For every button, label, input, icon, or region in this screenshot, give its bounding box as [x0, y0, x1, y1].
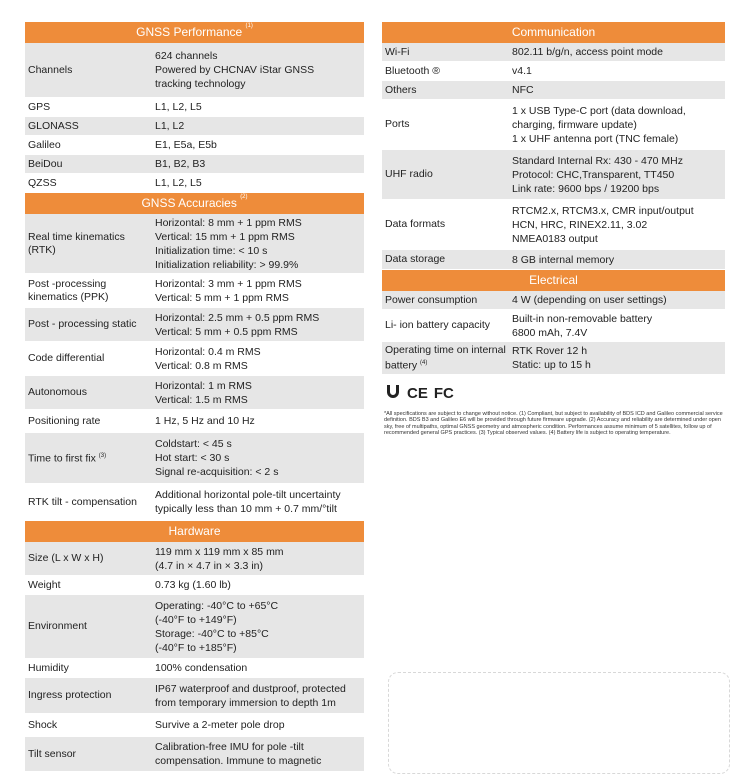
- ukca-mark-icon: [385, 383, 401, 404]
- spec-value-line: Vertical: 5 mm + 0.5 ppm RMS: [155, 325, 298, 338]
- spec-value: [512, 311, 725, 341]
- spec-row-power-consumption: [382, 291, 725, 310]
- spec-label: [25, 620, 155, 633]
- spec-value: [155, 378, 364, 408]
- communication-section-header: [382, 22, 725, 43]
- spec-value-line: charging, firmware update): [512, 118, 637, 131]
- spec-label-text: GPS: [28, 100, 51, 113]
- spec-value-line: (-40°F to +185°F): [155, 641, 237, 654]
- spec-value: [512, 292, 725, 308]
- spec-value-line: 624 channels: [155, 50, 218, 62]
- spec-label-text: Channels: [28, 63, 73, 76]
- spec-value-line: Vertical: 1.5 m RMS: [155, 393, 248, 406]
- spec-row-wi-fi: [382, 43, 725, 62]
- spec-label: [382, 168, 512, 181]
- spec-row-operating-time-on-internal-battery: [382, 342, 725, 375]
- spec-value: [155, 739, 364, 769]
- spec-value: [155, 99, 364, 115]
- spec-label: [382, 319, 512, 332]
- spec-row-weight: [25, 576, 364, 595]
- spec-label-text: Power consumption: [385, 293, 478, 306]
- spec-label-text: Weight: [28, 578, 61, 591]
- spec-value: [512, 44, 725, 60]
- spec-value-line: Survive a 2-meter pole drop: [155, 719, 285, 731]
- spec-value: [512, 153, 725, 197]
- spec-value-line: 119 mm x 119 mm x 85 mm: [155, 545, 284, 558]
- spec-row-autonomous: [25, 376, 364, 410]
- spec-value-line: from temporary immersion to depth 1m: [155, 696, 336, 709]
- spec-row-uhf-radio: [382, 150, 725, 200]
- spec-label-text: Ports: [385, 118, 410, 130]
- spec-label-text: Environment: [28, 620, 87, 632]
- spec-label: [25, 278, 155, 304]
- spec-value-line: Storage: -40°C to +85°C: [155, 627, 269, 640]
- spec-value: [155, 660, 364, 676]
- spec-label-text: Ingress protection: [28, 689, 112, 701]
- spec-value-line: Powered by CHCNAV iStar GNSS: [155, 64, 315, 76]
- spec-label: [382, 65, 512, 78]
- spec-label: [25, 748, 155, 761]
- spec-value-line: Horizontal: 1 m RMS: [155, 379, 252, 392]
- spec-value-line: IP67 waterproof and dustproof, protected: [155, 682, 346, 695]
- spec-label: [382, 253, 512, 266]
- section-title: Electrical: [529, 273, 578, 287]
- spec-label-text: Shock: [28, 718, 58, 731]
- spec-row-post-processing-static: [25, 308, 364, 342]
- spec-value: [155, 48, 364, 92]
- spec-label-text: BeiDou: [28, 157, 63, 170]
- spec-value-line: Built-in non-removable battery: [512, 312, 653, 325]
- electrical-section-header: [382, 270, 725, 291]
- spec-value-line: HCN, HRC, RINEX2.11, 3.02: [512, 218, 648, 231]
- spec-row-gps: [25, 98, 364, 117]
- spec-value-line: 6800 mAh, 7.4V: [512, 326, 588, 339]
- spec-label: [25, 139, 155, 152]
- spec-label-text: Bluetooth ®: [385, 64, 441, 77]
- spec-row-environment: [25, 595, 364, 659]
- spec-label-text: Autonomous: [28, 386, 87, 398]
- spec-value-line: Initialization time: < 10 s: [155, 244, 268, 257]
- section-title: GNSS Performance: [136, 25, 243, 39]
- spec-label: [382, 294, 512, 307]
- spec-label: [25, 552, 155, 565]
- spec-label: [25, 158, 155, 171]
- spec-value-line: Horizontal: 0.4 m RMS: [155, 345, 261, 358]
- spec-label-text: Li- ion battery capacity: [385, 319, 491, 331]
- spec-value: [155, 413, 364, 429]
- right-spec-column: [382, 22, 725, 437]
- spec-label-text: RTK tilt - compensation: [28, 495, 137, 508]
- spec-value-line: L1, L2: [155, 120, 185, 132]
- spec-value-line: Vertical: 15 mm + 1 ppm RMS: [155, 230, 295, 243]
- spec-label-text: Size (L x W x H): [28, 552, 104, 564]
- spec-label-text: Humidity: [28, 661, 69, 674]
- spec-label: [382, 344, 512, 373]
- spec-value: [512, 203, 725, 247]
- spec-value: [512, 103, 725, 147]
- spec-value-line: B1, B2, B3: [155, 158, 206, 170]
- spec-value-line: Standard Internal Rx: 430 - 470 MHz: [512, 154, 684, 167]
- spec-value: [155, 156, 364, 172]
- spec-row-humidity: [25, 659, 364, 678]
- spec-value-line: NMEA0183 output: [512, 232, 598, 245]
- spec-label: [25, 496, 155, 509]
- spec-value-line: Signal re-acquisition: < 2 s: [155, 466, 279, 478]
- spec-value-line: 1 x UHF antenna port (TNC female): [512, 132, 679, 145]
- spec-label-text: Wi-Fi: [385, 45, 410, 58]
- spec-value-line: Link rate: 9600 bps / 19200 bps: [512, 182, 660, 195]
- spec-value: [155, 137, 364, 153]
- spec-row-galileo: [25, 136, 364, 155]
- spec-label-text: Operating time on internal battery: [385, 343, 506, 372]
- spec-value: [155, 487, 364, 517]
- spec-value-line: (4.7 in × 4.7 in × 3.3 in): [155, 559, 263, 572]
- spec-value: [155, 436, 364, 480]
- section-title: Communication: [511, 25, 596, 39]
- section-note: (2): [240, 194, 248, 200]
- spec-row-beidou: [25, 155, 364, 174]
- spec-value: [155, 344, 364, 374]
- spec-label: [25, 689, 155, 702]
- spec-value: [155, 215, 364, 273]
- spec-value-line: Horizontal: 3 mm + 1 ppm RMS: [155, 277, 302, 290]
- spec-label-text: Code differential: [28, 352, 105, 364]
- spec-label: [25, 579, 155, 592]
- spec-value-line: Operating: -40°C to +65°C: [155, 599, 279, 612]
- spec-label: [382, 118, 512, 131]
- spec-row-glonass: [25, 117, 364, 136]
- spec-label-text: Positioning rate: [28, 414, 101, 427]
- spec-label-text: Others: [385, 83, 417, 96]
- spec-value-line: L1, L2, L5: [155, 101, 202, 113]
- spec-label: [25, 662, 155, 675]
- spec-label-text: Real time kinematics (RTK): [28, 230, 125, 256]
- spec-value: [155, 276, 364, 306]
- spec-row-size-l-x-w-x-h: [25, 542, 364, 576]
- left-spec-column: [25, 22, 364, 772]
- spec-label: [382, 46, 512, 59]
- spec-value: [512, 343, 725, 373]
- spec-value-line: tracking technology: [155, 78, 246, 90]
- spec-row-data-storage: [382, 250, 725, 270]
- spec-value: [155, 717, 364, 733]
- spec-value-line: Additional horizontal pole-tilt uncertainty: [155, 489, 341, 501]
- spec-label-text: Data storage: [385, 253, 446, 265]
- spec-value: [155, 681, 364, 711]
- fc-mark-icon: FC: [433, 384, 454, 402]
- footnote-marker: (4): [420, 359, 428, 366]
- empty-placeholder-box: [388, 672, 730, 774]
- spec-label: [25, 386, 155, 399]
- spec-label: [25, 177, 155, 190]
- section-note: (1): [245, 23, 253, 29]
- spec-label: [25, 318, 155, 331]
- spec-value-line: Protocol: CHC,Transparent, TT450: [512, 168, 675, 181]
- spec-value-line: v4.1: [512, 65, 532, 77]
- spec-value: [512, 252, 725, 268]
- spec-value-line: compensation. Immune to magnetic: [155, 755, 322, 767]
- spec-label-text: UHF radio: [385, 168, 433, 180]
- spec-row-bluetooth: [382, 62, 725, 81]
- spec-row-ingress-protection: [25, 678, 364, 714]
- spec-row-post-processing-kinematics-ppk: [25, 274, 364, 308]
- spec-value-line: Initialization reliability: > 99.9%: [155, 258, 299, 271]
- spec-label-text: Data formats: [385, 218, 446, 230]
- spec-row-qzss: [25, 174, 364, 193]
- spec-value-line: Vertical: 0.8 m RMS: [155, 359, 248, 372]
- spec-row-tilt-sensor: [25, 737, 364, 772]
- spec-value-line: E1, E5a, E5b: [155, 139, 217, 151]
- spec-value-line: Horizontal: 2.5 mm + 0.5 ppm RMS: [155, 311, 320, 324]
- spec-value-line: NFC: [512, 84, 534, 96]
- spec-label: [25, 101, 155, 114]
- spec-label: [25, 719, 155, 732]
- spec-row-channels: [25, 43, 364, 98]
- hardware-section-header: [25, 521, 364, 542]
- spec-value-line: 802.11 b/g/n, access point mode: [512, 46, 663, 58]
- spec-row-ports: [382, 100, 725, 150]
- spec-value-line: Horizontal: 8 mm + 1 ppm RMS: [155, 216, 302, 229]
- spec-value-line: 4 W (depending on user settings): [512, 294, 667, 306]
- footnote-marker: (3): [98, 453, 107, 460]
- spec-label-text: Tilt sensor: [28, 747, 77, 760]
- section-title: Hardware: [168, 524, 221, 538]
- spec-label-text: Post -processing kinematics (PPK): [28, 277, 109, 303]
- spec-value-line: typically less than 10 mm + 0.7 mm/°tilt: [155, 503, 337, 515]
- gnss-accuracies-section-header: [25, 193, 364, 214]
- spec-label-text: GLONASS: [28, 119, 79, 132]
- spec-label: [25, 64, 155, 77]
- spec-value-line: L1, L2, L5: [155, 177, 202, 189]
- spec-value-line: 8 GB internal memory: [512, 253, 615, 266]
- spec-label-text: Galileo: [28, 138, 61, 151]
- spec-value: [155, 577, 364, 593]
- section-title: GNSS Accuracies: [141, 196, 237, 210]
- spec-label-text: Time to first fix: [28, 452, 96, 465]
- spec-value-line: Coldstart: < 45 s: [155, 438, 232, 450]
- spec-value-line: (-40°F to +149°F): [155, 613, 237, 626]
- spec-value-line: RTK Rover 12 h: [512, 345, 588, 357]
- spec-label: [382, 84, 512, 97]
- gnss-performance-section-header: [25, 22, 364, 43]
- spec-value-line: 1 x USB Type-C port (data download,: [512, 104, 686, 117]
- spec-row-li-ion-battery-capacity: [382, 310, 725, 342]
- spec-value-line: 100% condensation: [155, 662, 248, 674]
- spec-value-line: Calibration-free IMU for pole -tilt: [155, 741, 304, 753]
- spec-value: [155, 544, 364, 574]
- spec-row-data-formats: [382, 200, 725, 250]
- spec-label: [25, 120, 155, 133]
- spec-row-positioning-rate: [25, 410, 364, 433]
- spec-label: [25, 415, 155, 428]
- spec-row-rtk-tilt-compensation: [25, 484, 364, 521]
- spec-label: [25, 450, 155, 466]
- spec-label: [382, 218, 512, 231]
- spec-value-line: Vertical: 5 mm + 1 ppm RMS: [155, 291, 289, 304]
- spec-row-code-differential: [25, 342, 364, 376]
- spec-value-line: Static: up to 15 h: [512, 359, 591, 371]
- spec-row-shock: [25, 714, 364, 737]
- spec-label: [25, 231, 155, 257]
- spec-row-real-time-kinematics-rtk: [25, 214, 364, 274]
- spec-value: [512, 63, 725, 79]
- certification-marks: [382, 375, 725, 411]
- spec-value: [512, 82, 725, 98]
- spec-value: [155, 310, 364, 340]
- spec-value-line: RTCM2.x, RTCM3.x, CMR input/output: [512, 204, 694, 217]
- spec-row-others: [382, 81, 725, 100]
- spec-value-line: Hot start: < 30 s: [155, 452, 230, 464]
- spec-label: [25, 352, 155, 365]
- spec-label-text: Post - processing static: [28, 318, 137, 330]
- footnotes: *All specifications are subject to change without notice. (1) Compliant, but subject to availability of BDS ICD and Galileo commercial service definition. BDS B3 and Galileo E6 will be provided through future firmware upgrade. (2) Accuracy and reliability are determined under open sky, free of multipaths, optimal GNSS geometry and atmospheric condition. Performances assume minimum of 5 satellites, follow up of recommended general GPS practices. (3) Typical observed values. (4) Battery life is subject to operating temperature.: [384, 411, 723, 437]
- spec-value-line: 0.73 kg (1.60 lb): [155, 579, 231, 591]
- spec-row-time-to-first-fix: [25, 433, 364, 484]
- spec-value: [155, 118, 364, 134]
- spec-value: [155, 598, 364, 656]
- spec-label-text: QZSS: [28, 176, 57, 189]
- spec-value: [155, 175, 364, 191]
- ce-mark-icon: CE: [407, 384, 428, 402]
- spec-value-line: 1 Hz, 5 Hz and 10 Hz: [155, 415, 255, 427]
